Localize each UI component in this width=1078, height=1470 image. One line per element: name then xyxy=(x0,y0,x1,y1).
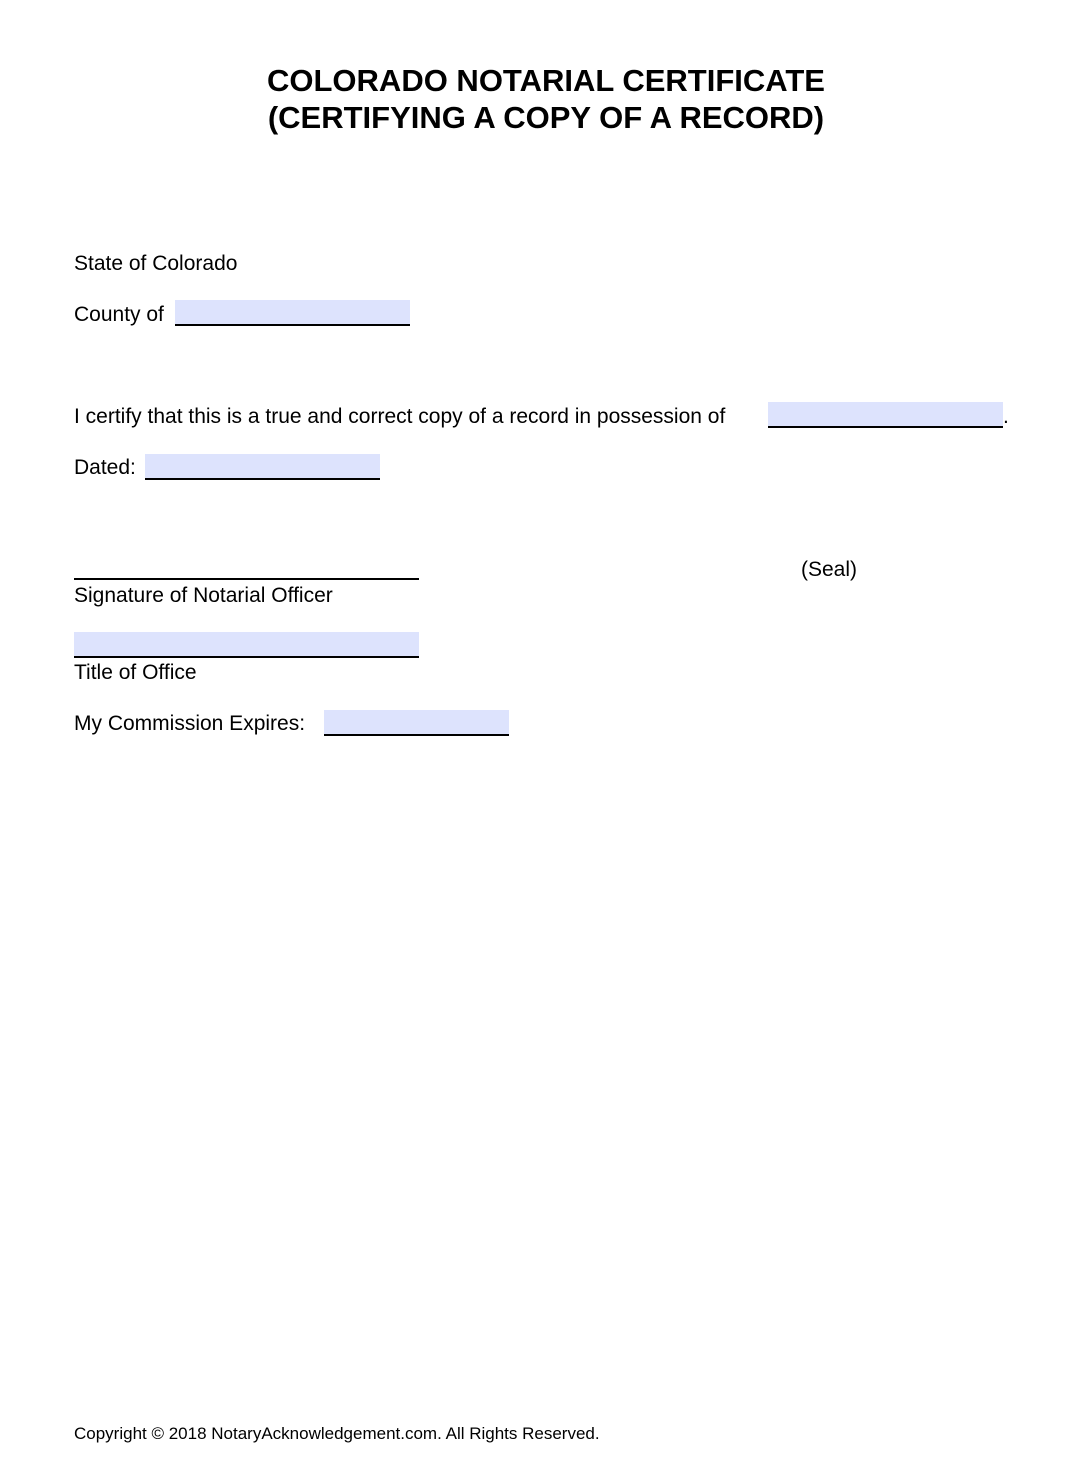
dated-label: Dated: xyxy=(74,456,136,479)
signature-line[interactable] xyxy=(74,578,419,580)
county-label: County of xyxy=(74,303,164,326)
commission-expires-label: My Commission Expires: xyxy=(74,712,306,735)
dated-field[interactable] xyxy=(145,454,380,480)
signature-label: Signature of Notarial Officer xyxy=(74,584,333,607)
certify-statement: I certify that this is a true and correct copy of a record in possession of xyxy=(74,405,726,428)
commission-expires-field[interactable] xyxy=(324,710,509,736)
title-of-office-label: Title of Office xyxy=(74,661,197,684)
period: . xyxy=(1003,405,1009,428)
record-possessor-field[interactable] xyxy=(768,402,1003,428)
document-title-line2: (CERTIFYING A COPY OF A RECORD) xyxy=(267,100,825,135)
title-of-office-field[interactable] xyxy=(74,632,419,658)
document-title-line1: COLORADO NOTARIAL CERTIFICATE xyxy=(267,63,825,98)
state-label: State of Colorado xyxy=(74,252,238,275)
county-field[interactable] xyxy=(175,300,410,326)
seal-label: (Seal) xyxy=(801,558,858,581)
copyright-footer: Copyright © 2018 NotaryAcknowledgement.com. All Rights Reserved. xyxy=(74,1424,600,1443)
